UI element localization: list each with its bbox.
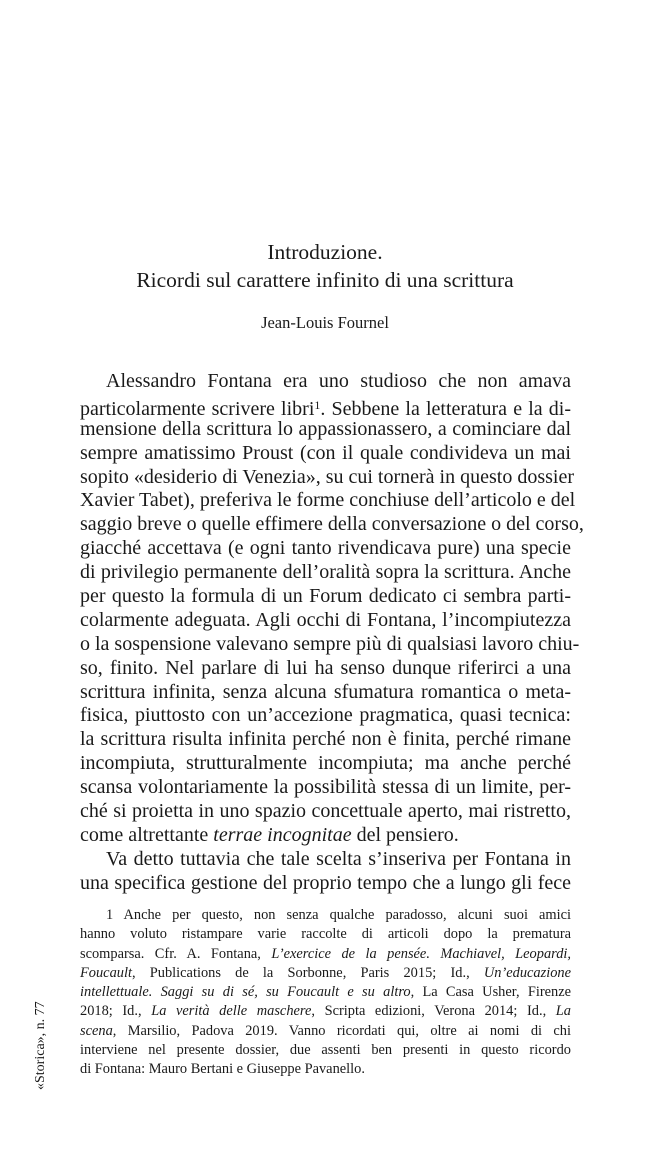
text-line: Xavier Tabet), preferiva le forme conchiuse dell’articolo e del (80, 489, 576, 512)
text-line: particolarmente scrivere libri$^1$. Sebbene la letteratura e la di- (80, 397, 571, 420)
chapter-title: Introduzione. (267, 240, 383, 264)
footnote-line: scomparsa. Cfr. A. Fontana, L’exercice de la pensée. Machiavel, Leopardi, (80, 945, 572, 962)
text-line: incompiuta, strutturalmente incompiuta; ma anche perché (80, 752, 571, 775)
footnote-line: 2018; Id., La verità delle maschere, Scripta edizioni, Verona 2014; Id., La (80, 1003, 571, 1020)
footnote-line: interviene nel presente dossier, due assenti ben presenti in questo ricordo (80, 1042, 571, 1059)
text-line: mensione della scrittura lo appassionassero, a cominciare dal (80, 417, 571, 440)
text-line: sopito «desiderio di Venezia», su cui tornerà in questo dossier (80, 465, 574, 488)
text-line: scansa volontariamente la possibilità stessa di un limite, per- (80, 776, 571, 799)
footnotes (80, 906, 571, 1080)
text-line: scrittura infinita, senza alcuna sfumatura romantica o meta- (80, 680, 571, 703)
text-line: sempre amatissimo Proust (con il quale condivideva un mai (80, 441, 571, 464)
footnote-line: 1 Anche per questo, non senza qualche paradosso, alcuni suoi amici (106, 907, 571, 923)
footnote-line: scena, Marsilio, Padova 2019. Vanno ricordati qui, oltre ai nomi di chi (80, 1022, 571, 1039)
footnote-line: di Fontana: Mauro Bertani e Giuseppe Pavanello. (80, 1061, 365, 1078)
text-line: o la sospensione valevano sempre più di qualsiasi lavoro chiu- (80, 632, 580, 655)
footnote-line: Foucault, Publications de la Sorbonne, Paris 2015; Id., Un’educazione (80, 964, 571, 981)
text-line: ché si proietta in uno spazio concettuale aperto, mai ristretto, (80, 800, 571, 823)
journal-marginal-note: «Storica», n. 77 (33, 1001, 48, 1090)
text-line: una specifica gestione del proprio tempo che a lungo gli fece (80, 871, 571, 894)
text-line: giacché accettava (e ogni tanto rivendicava pure) una specie (80, 537, 571, 560)
text-line: come altrettante terrae incognitae del pensiero. (80, 823, 459, 846)
text-line: fisica, piuttosto con un’accezione pragmatica, quasi tecnica: (80, 704, 571, 727)
footnote-line: intellettuale. Saggi su di sé, su Foucault e su altro, La Casa Usher, Firenze (80, 984, 571, 1001)
text-line: la scrittura risulta infinita perché non è finita, perché rimane (80, 728, 571, 751)
text-line: so, finito. Nel parlare di lui ha senso dunque riferirci a una (80, 656, 571, 679)
chapter-subtitle: Ricordi sul carattere infinito di una scrittura (136, 268, 514, 292)
text-line: saggio breve o quelle effimere della conversazione o del corso, (80, 513, 584, 536)
text-line: colarmente adeguata. Agli occhi di Fontana, l’incompiutezza (80, 608, 571, 631)
text-line: Alessandro Fontana era uno studioso che non amava (106, 370, 571, 392)
author-name: Jean-Louis Fournel (261, 313, 389, 332)
footnote-reference[interactable]: 1 (314, 397, 321, 412)
body-text (80, 370, 584, 896)
text-line: Va detto tuttavia che tale scelta s’inseriva per Fontana in (106, 847, 571, 870)
text-line: per questo la formula di un Forum dedicato ci sembra parti- (80, 585, 571, 608)
text-line: di privilegio permanente dell’oralità sopra la scrittura. Anche (80, 561, 571, 584)
footnote-line: hanno voluto ristampare varie raccolte di articoli dopo la prematura (80, 926, 571, 943)
